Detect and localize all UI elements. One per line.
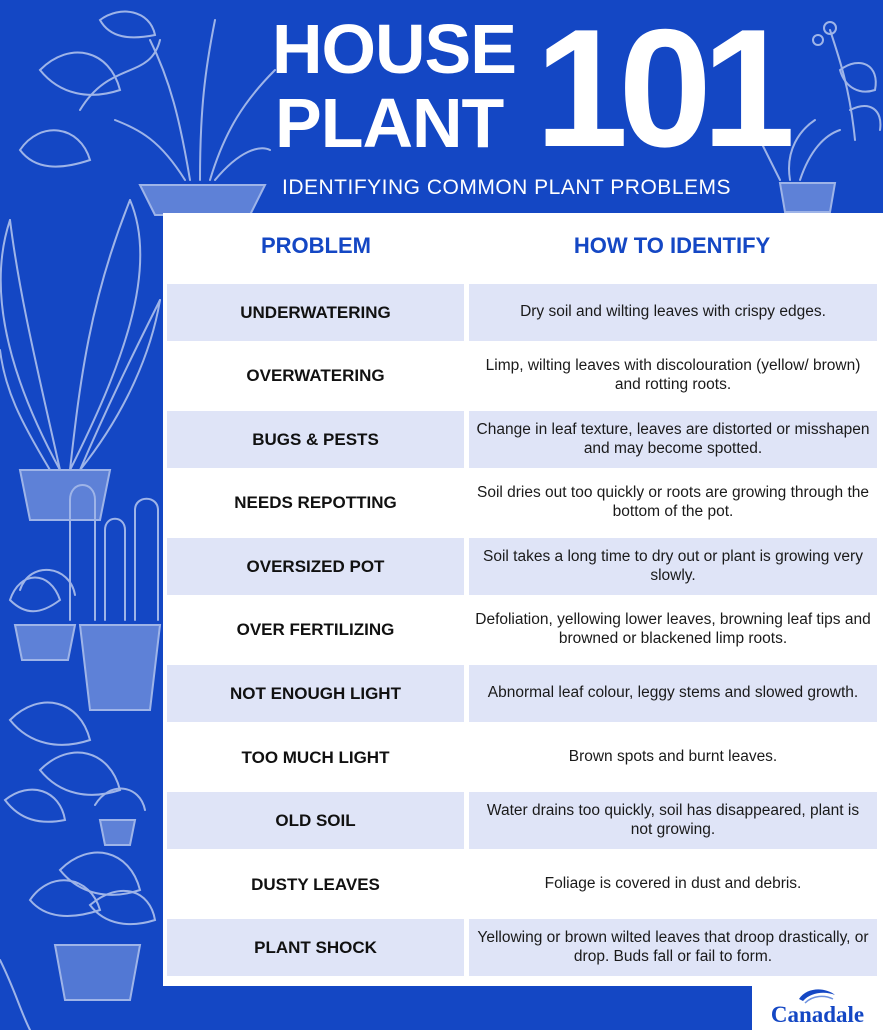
table-row [167,792,877,849]
identify-cell: Defoliation, yellowing lower leaves, browning leaf tips and browned or blackened limp roots. [475,611,871,647]
identify-cell: Water drains too quickly, soil has disappeared, plant is not growing. [469,792,877,849]
identify-cell: Soil takes a long time to dry out or plant is growing very slowly. [469,538,877,595]
problem-cell: NOT ENOUGH LIGHT [167,665,464,722]
identify-cell: Abnormal leaf colour, leggy stems and slowed growth. [469,665,877,722]
problem-cell: OLD SOIL [167,792,464,849]
title-number: 101 [535,0,786,182]
table-row [167,729,877,786]
page-subtitle: IDENTIFYING COMMON PLANT PROBLEMS [282,176,731,199]
table-row [167,474,877,531]
table-row [167,347,877,404]
column-header-identify: HOW TO IDENTIFY [573,233,771,258]
identify-cell: Yellowing or brown wilted leaves that droop drastically, or drop. Buds fall or fail to form. [469,919,877,976]
problems-table [163,213,883,986]
problem-cell: OVERWATERING [246,365,385,385]
brand-logo [752,985,883,1030]
problem-cell: DUSTY LEAVES [251,874,380,894]
title-house: HOUSE [272,10,516,88]
problem-cell: OVER FERTILIZING [236,619,395,639]
problem-cell: TOO MUCH LIGHT [241,747,390,767]
table-row [167,856,877,913]
column-header-problem: PROBLEM [261,233,371,258]
table-row [167,665,877,722]
logo-text: Canadale [770,1002,865,1027]
title-plant: PLANT [275,84,504,162]
table-row [167,538,877,595]
problem-cell: BUGS & PESTS [167,411,464,468]
problem-cell: OVERSIZED POT [167,538,464,595]
problem-cell: PLANT SHOCK [167,919,464,976]
identify-cell: Change in leaf texture, leaves are distorted or misshapen and may become spotted. [469,411,877,468]
identify-cell: Limp, wilting leaves with discolouration (yellow/ brown) and rotting roots. [485,357,861,393]
problem-cell: UNDERWATERING [167,284,464,341]
identify-cell: Brown spots and burnt leaves. [568,748,778,766]
table-row [167,284,877,341]
table-row [167,919,877,976]
problem-cell: NEEDS REPOTTING [234,492,397,512]
table-row [167,601,877,658]
table-row [167,411,877,468]
identify-cell: Foliage is covered in dust and debris. [544,875,802,893]
identify-cell: Dry soil and wilting leaves with crispy edges. [469,284,877,341]
identify-cell: Soil dries out too quickly or roots are growing through the bottom of the pot. [476,484,870,520]
